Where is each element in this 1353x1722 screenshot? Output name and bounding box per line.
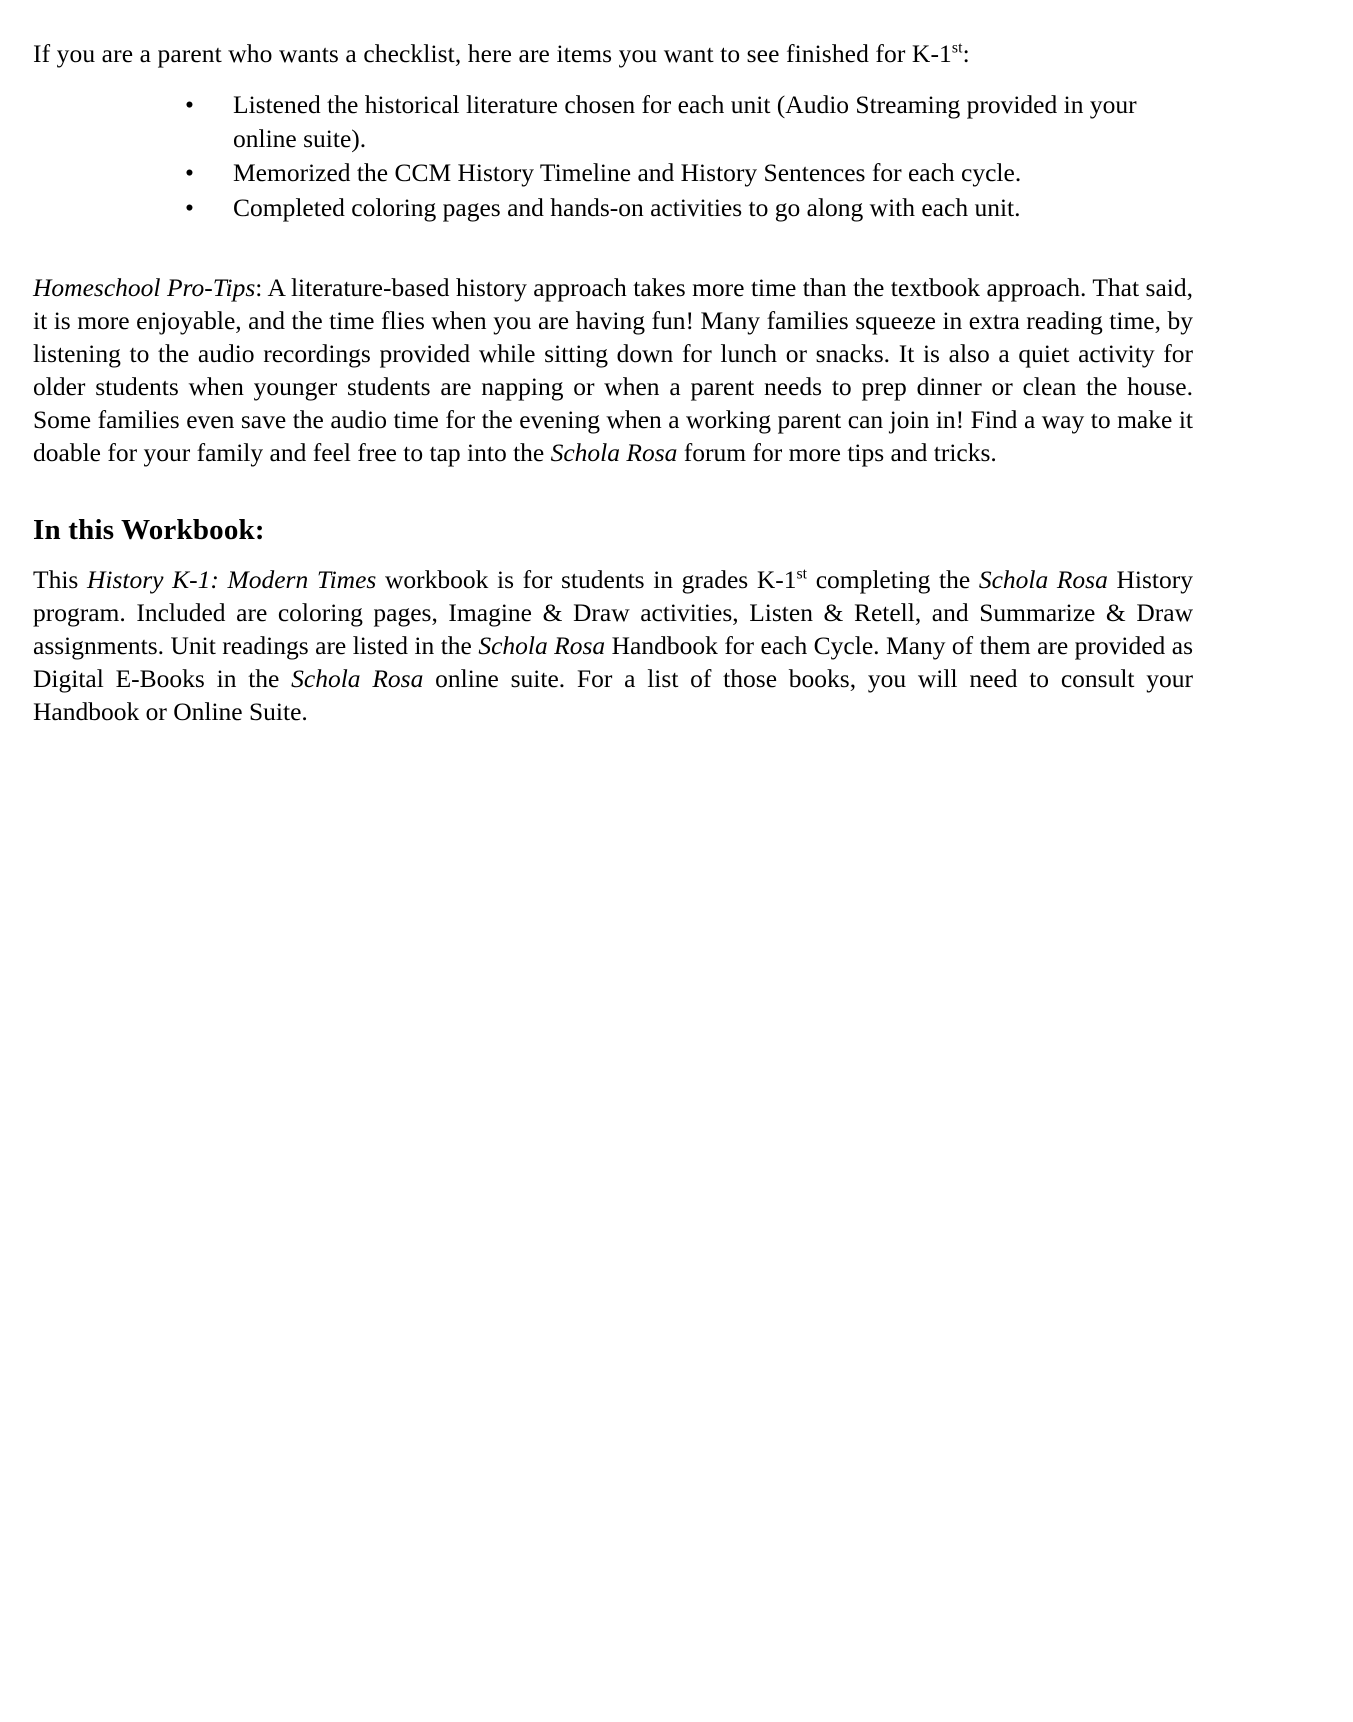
intro-text-trail: : <box>962 39 970 68</box>
section-heading-in-this-workbook: In this Workbook: <box>33 513 265 546</box>
intro-ordinal-superscript: st <box>951 39 963 57</box>
list-item-label: Completed coloring pages and hands-on activities to go along with each unit. <box>233 193 1021 223</box>
bullet-icon: • <box>185 158 194 188</box>
pro-tips-lead-in: Homeschool Pro-Tips <box>33 272 256 302</box>
bullet-icon: • <box>185 90 194 120</box>
list-item <box>33 88 1193 155</box>
brand-name-schola-rosa: Schola Rosa <box>978 564 1108 594</box>
brand-name-schola-rosa: Schola Rosa <box>550 438 678 468</box>
brand-name-schola-rosa: Schola Rosa <box>291 664 424 694</box>
intro-paragraph <box>33 38 1193 70</box>
pro-tips-body-tail: forum for more tips and tricks. <box>677 438 997 468</box>
workbook-text-5: Handbook for each Cycle. Many of them are provided as Digital E-Books in the <box>33 630 1193 694</box>
workbook-text-1: This <box>33 564 87 594</box>
checklist <box>33 88 1193 225</box>
workbook-description-paragraph <box>33 563 1193 729</box>
pro-tips-body-text: : A literature-based history approach takes more time than the textbook approach. That said, it is more enjoyable, and the time flies when you are having fun! Many families squeeze in extra reading time, by listening to the audio recordings provided while sitting down for lunch or snacks. It is also a quiet activity for older students when younger students are napping or when a parent needs to prep dinner or clean the house. Some families even save the audio time for the evening when a working parent can join in! Find a way to make it doable for your family and feel free to tap into the <box>33 272 1193 468</box>
workbook-text-3: completing the <box>807 564 979 594</box>
workbook-text-4: History program. Included are coloring pages, Imagine & Draw activities, Listen & Retell, and Summarize & Draw assignments. Unit readings are listed in the <box>33 564 1193 660</box>
list-item <box>33 191 1193 225</box>
intro-text-lead: If you are a parent who wants a checklist, here are items you want to see finished for K-1 <box>33 39 952 68</box>
list-item-label: Memorized the CCM History Timeline and History Sentences for each cycle. <box>233 158 1022 188</box>
brand-name-schola-rosa: Schola Rosa <box>478 630 606 660</box>
bullet-icon: • <box>185 193 194 223</box>
workbook-title: History K-1: Modern Times <box>86 564 377 594</box>
list-item <box>33 156 1193 190</box>
workbook-text-2: workbook is for students in grades K-1 <box>376 564 797 594</box>
workbook-text-6: online suite. For a list of those books, you will need to consult your Handbook or Online Suite. <box>33 664 1194 727</box>
pro-tips-paragraph <box>33 271 1193 470</box>
workbook-ordinal-superscript: st <box>796 565 808 583</box>
list-item-label: Listened the historical literature chosen for each unit (Audio Streaming provided in your online suite). <box>233 90 1137 153</box>
